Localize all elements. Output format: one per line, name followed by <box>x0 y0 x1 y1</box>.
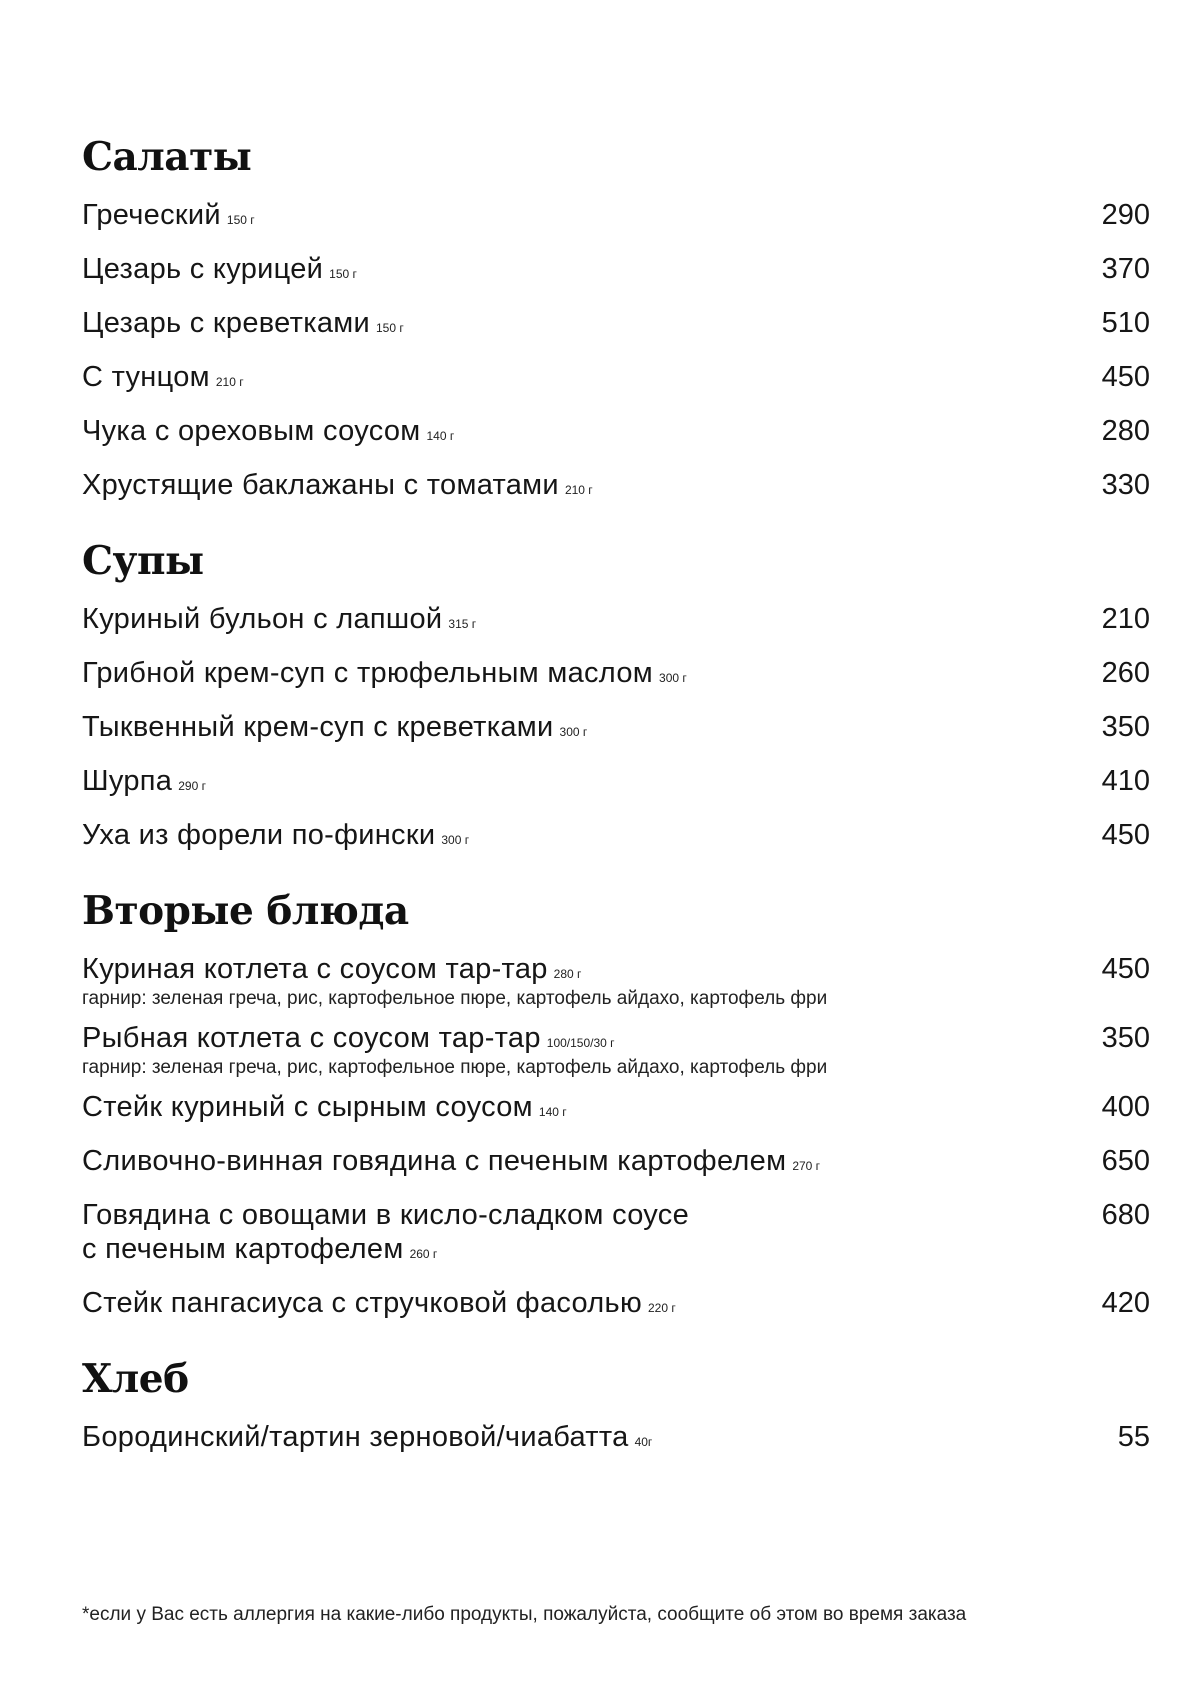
item-price: 260 <box>1101 657 1150 689</box>
item-name: С тунцом 210 г <box>82 361 244 393</box>
item-name: Стейк пангасиуса с стручковой фасолью 220 г <box>82 1287 676 1319</box>
item-price: 210 <box>1101 603 1150 635</box>
item-name: Рыбная котлета с соусом тар-тар 100/150/30 г <box>82 1022 615 1054</box>
menu-item <box>82 360 1150 399</box>
menu-item <box>82 1198 1150 1271</box>
menu-item <box>82 764 1150 803</box>
section-title-bread: Хлеб <box>82 1356 189 1402</box>
menu-item <box>82 656 1150 695</box>
item-price: 410 <box>1101 765 1150 797</box>
menu-item <box>82 1286 1150 1325</box>
item-name: Цезарь с креветками 150 г <box>82 307 404 339</box>
menu-item <box>82 1420 1150 1459</box>
item-name: Сливочно-винная говядина с печеным картофелем 270 г <box>82 1145 821 1177</box>
item-garnish: гарнир: зеленая греча, рис, картофельное пюре, картофель айдахо, картофель фри <box>82 1057 828 1078</box>
menu-item <box>82 306 1150 345</box>
item-name: Чука с ореховым соусом 140 г <box>82 415 455 447</box>
item-price: 680 <box>1101 1199 1150 1231</box>
menu-item <box>82 710 1150 749</box>
menu-item <box>82 602 1150 641</box>
item-price: 400 <box>1101 1091 1150 1123</box>
item-weight: 150 г <box>226 213 255 227</box>
item-name: Хрустящие баклажаны с томатами 210 г <box>82 469 593 501</box>
item-name: Куриный бульон с лапшой 315 г <box>82 603 477 635</box>
item-price: 280 <box>1101 415 1150 447</box>
item-price: 55 <box>1117 1421 1150 1453</box>
allergy-footnote: *если у Вас есть аллергия на какие-либо продукты, пожалуйста, сообщите об этом во время заказа <box>82 1604 967 1625</box>
item-price: 370 <box>1101 253 1150 285</box>
menu-item <box>82 952 1150 1009</box>
section-title-main-courses: Вторые блюда <box>82 888 409 934</box>
item-name: Бородинский/тартин зерновой/чиабатта 40г <box>82 1421 653 1453</box>
item-name-line-1: Говядина с овощами в кисло-сладком соусе <box>82 1199 689 1231</box>
item-weight: 140 г <box>426 429 455 443</box>
item-weight: 40г <box>634 1435 653 1449</box>
item-name: Шурпа 290 г <box>82 765 206 797</box>
item-name-line-2: с печеным картофелем 260 г <box>82 1233 438 1265</box>
menu-item <box>82 252 1150 291</box>
section-title-salads: Салаты <box>82 134 252 180</box>
item-weight: 300 г <box>441 833 470 847</box>
item-weight: 290 г <box>178 779 206 793</box>
item-name: Греческий 150 г <box>82 199 255 231</box>
item-weight: 220 г <box>648 1301 676 1315</box>
menu-item <box>82 818 1150 857</box>
item-weight: 100/150/30 г <box>546 1036 615 1050</box>
item-weight: 280 г <box>553 967 582 981</box>
item-name: Куриная котлета с соусом тар-тар 280 г <box>82 953 582 985</box>
menu-item <box>82 1021 1150 1078</box>
section-title-soups: Супы <box>82 538 204 584</box>
item-name: Цезарь с курицей 150 г <box>82 253 357 285</box>
item-weight: 300 г <box>659 671 687 685</box>
item-price: 420 <box>1101 1287 1150 1319</box>
menu-item <box>82 198 1150 237</box>
menu-item <box>82 1090 1150 1129</box>
item-price: 510 <box>1101 307 1150 339</box>
item-weight: 140 г <box>538 1105 567 1119</box>
item-weight: 270 г <box>792 1159 821 1173</box>
item-weight: 260 г <box>409 1247 438 1261</box>
item-name: Тыквенный крем-суп с креветками 300 г <box>82 711 588 743</box>
item-price: 450 <box>1101 953 1150 985</box>
menu-item <box>82 468 1150 507</box>
item-weight: 150 г <box>329 267 357 281</box>
item-name: Грибной крем-суп с трюфельным маслом 300 г <box>82 657 687 689</box>
item-price: 350 <box>1101 1022 1150 1054</box>
item-garnish: гарнир: зеленая греча, рис, картофельное пюре, картофель айдахо, картофель фри <box>82 988 828 1009</box>
item-name: Стейк куриный с сырным соусом 140 г <box>82 1091 567 1123</box>
item-price: 330 <box>1101 469 1150 501</box>
item-price: 350 <box>1101 711 1150 743</box>
item-weight: 210 г <box>215 375 244 389</box>
item-weight: 300 г <box>559 725 588 739</box>
item-weight: 150 г <box>375 321 404 335</box>
item-price: 290 <box>1101 199 1150 231</box>
item-weight: 315 г <box>448 617 477 631</box>
item-price: 450 <box>1101 819 1150 851</box>
item-weight: 210 г <box>564 483 593 497</box>
item-name: Уха из форели по-фински 300 г <box>82 819 470 851</box>
item-price: 450 <box>1101 361 1150 393</box>
menu-item <box>82 414 1150 453</box>
menu-item <box>82 1144 1150 1183</box>
item-price: 650 <box>1101 1145 1150 1177</box>
